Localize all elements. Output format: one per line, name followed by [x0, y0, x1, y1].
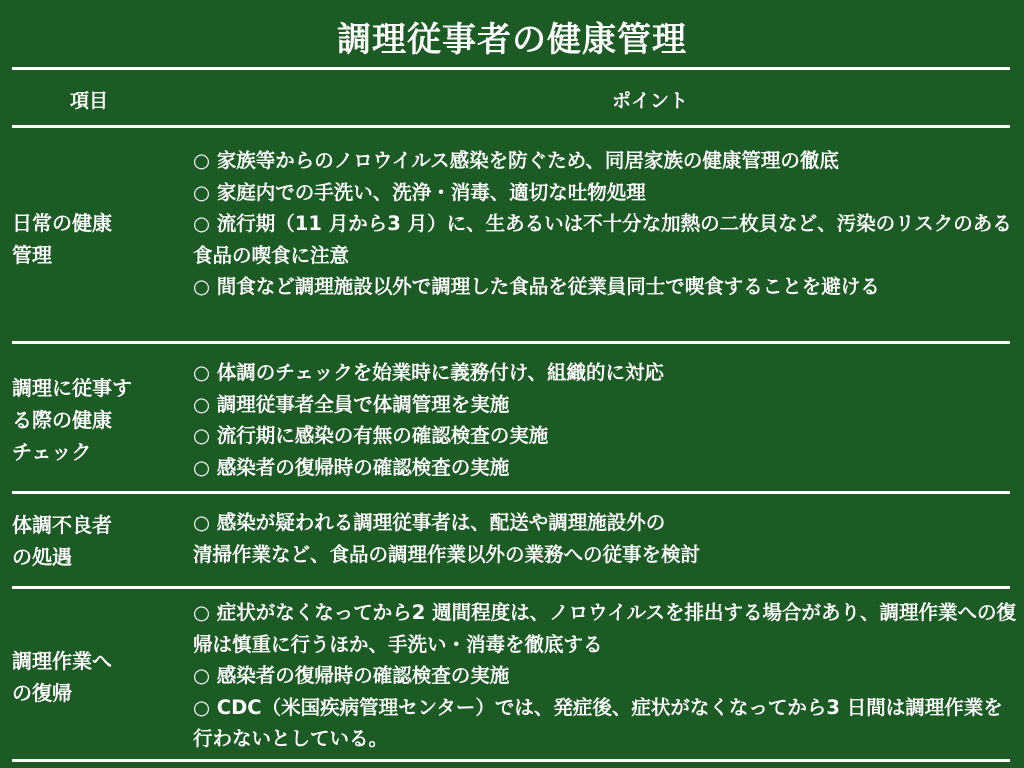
header-column-item: 項目	[70, 90, 109, 112]
row-label-line: 体調不良者	[12, 513, 112, 537]
point-text: ○ 間食など調理施設以外で調理した食品を従業員同士で喫食することを避ける	[193, 275, 880, 298]
row-points-return-to-work	[193, 597, 1018, 755]
point-text: ○ 調理従事者全員で体調管理を実施	[193, 392, 510, 416]
divider-row-3	[12, 586, 1010, 589]
point-text: ○ 感染が疑われる調理従事者は、配送や調理施設外の	[193, 511, 666, 534]
point-text: ○ 家庭内での手洗い、洗浄・消毒、適切な吐物処理	[193, 180, 646, 204]
row-label-line: の処遇	[12, 545, 72, 569]
divider-top	[12, 67, 1010, 70]
row-label-line: る際の健康	[12, 408, 112, 432]
row-label-health-check	[12, 372, 172, 468]
point-text: ○ 症状がなくなってから2 週間程度は、ノロウイルスを排出する場合があり、調理作業への復帰は慎重に行うほか、手洗い・消毒を徹底する	[193, 601, 1016, 656]
row-label-line: 調理作業へ	[12, 649, 112, 673]
divider-row-1	[12, 341, 1010, 344]
row-label-unwell-handling	[12, 509, 172, 573]
divider-bottom	[12, 759, 1010, 762]
row-points-unwell-handling	[193, 507, 1018, 570]
row-points-daily-health	[193, 145, 1018, 303]
point-text: ○ 感染者の復帰時の確認検査の実施	[193, 664, 510, 687]
row-points-health-check	[193, 357, 1018, 483]
row-label-line: チェック	[12, 440, 92, 464]
header-column-points: ポイント	[612, 90, 689, 112]
row-label-line: 管理	[12, 243, 52, 267]
row-label-return-to-work	[12, 645, 172, 709]
row-label-line: の復帰	[12, 681, 72, 705]
point-text: ○ 感染者の復帰時の確認検査の実施	[193, 455, 510, 479]
page-title: 調理従事者の健康管理	[337, 20, 687, 60]
row-label-line: 日常の健康	[12, 211, 112, 235]
divider-header	[12, 125, 1010, 128]
divider-row-2	[12, 491, 1010, 494]
point-text: 清掃作業など、食品の調理作業以外の業務への従事を検討	[193, 542, 701, 566]
point-text: ○ 体調のチェックを始業時に義務付け、組織的に対応	[193, 361, 664, 384]
row-label-daily-health	[12, 207, 172, 271]
row-label-line: 調理に従事す	[12, 376, 132, 400]
point-text: ○ 流行期に感染の有無の確認検査の実施	[193, 424, 549, 447]
point-text: ○ 家族等からのノロウイルス感染を防ぐため、同居家族の健康管理の徹底	[193, 149, 839, 172]
point-text: ○ 流行期（11 月から3 月）に、生あるいは不十分な加熱の二枚貝など、汚染のリスクのある食品の喫食に注意	[193, 212, 1012, 267]
point-text: ○ CDC（米国疾病管理センター）では、発症後、症状がなくなってから3 日間は調理作業を行わないとしている。	[193, 695, 1003, 750]
